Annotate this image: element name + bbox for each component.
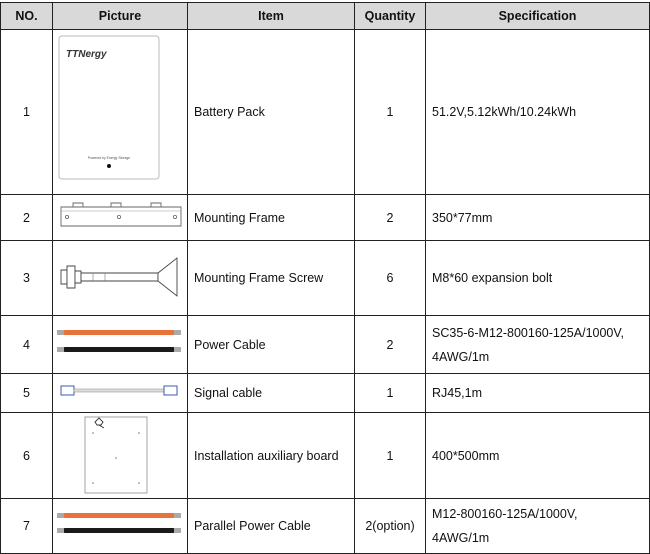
- table-row: [1, 30, 650, 195]
- row-item: Installation auxiliary board: [188, 413, 355, 499]
- row-no: 1: [1, 30, 53, 195]
- table-row: [1, 413, 650, 499]
- row-no: 6: [1, 413, 53, 499]
- row-qty: 1: [355, 30, 426, 195]
- power-cable-picture: [53, 316, 188, 374]
- auxiliary-board-image: [53, 413, 186, 495]
- header-specification: Specification: [426, 3, 650, 30]
- row-qty: 2: [355, 195, 426, 241]
- row-qty: 2: [355, 316, 426, 374]
- row-qty: 6: [355, 241, 426, 316]
- row-no: 5: [1, 374, 53, 413]
- spec-line-2: 4AWG/1m: [432, 531, 490, 545]
- signal-cable-image: [53, 374, 186, 409]
- row-spec: 51.2V,5.12kWh/10.24kWh: [426, 30, 650, 195]
- spec-line-2: 4AWG/1m: [432, 349, 490, 364]
- row-no: 4: [1, 316, 53, 374]
- row-item: Parallel Power Cable: [188, 499, 355, 554]
- row-item: Signal cable: [188, 374, 355, 413]
- row-qty: 1: [355, 413, 426, 499]
- mounting-frame-picture: [53, 195, 188, 241]
- battery-pack-image: [53, 30, 186, 191]
- table-row: [1, 241, 650, 316]
- header-item: Item: [188, 3, 355, 30]
- header-no: NO.: [1, 3, 53, 30]
- ttnergy-logo: TTNergy: [66, 49, 107, 60]
- row-item: Battery Pack: [188, 30, 355, 195]
- signal-cable-picture: [53, 374, 188, 413]
- row-no: 3: [1, 241, 53, 316]
- row-spec: [426, 499, 650, 554]
- spec-line-1: M12-800160-125A/1000V,: [432, 507, 578, 521]
- table-row: [1, 195, 650, 241]
- row-spec: 400*500mm: [426, 413, 650, 499]
- row-item: Mounting Frame Screw: [188, 241, 355, 316]
- row-spec: M8*60 expansion bolt: [426, 241, 650, 316]
- row-spec: 350*77mm: [426, 195, 650, 241]
- battery-pack-picture: [53, 30, 188, 195]
- panel-caption: Powered by Energy Storage: [87, 156, 131, 160]
- table-row: [1, 374, 650, 413]
- row-item: Mounting Frame: [188, 195, 355, 241]
- mounting-frame-screw-picture: [53, 241, 188, 316]
- row-qty: 1: [355, 374, 426, 413]
- table-row: [1, 316, 650, 374]
- auxiliary-board-picture: [53, 413, 188, 499]
- mounting-frame-image: [53, 195, 186, 237]
- row-item: Power Cable: [188, 316, 355, 374]
- row-qty: 2(option): [355, 499, 426, 554]
- row-spec: RJ45,1m: [426, 374, 650, 413]
- row-no: 7: [1, 499, 53, 554]
- header-picture: Picture: [53, 3, 188, 30]
- power-cable-image: [53, 316, 186, 370]
- spec-line-1: SC35-6-M12-800160-125A/1000V,: [432, 325, 625, 340]
- header-row: [1, 3, 650, 30]
- packing-list-table: [0, 2, 650, 554]
- parallel-power-cable-image: [53, 499, 186, 550]
- expansion-bolt-image: [53, 241, 186, 312]
- table-row: [1, 499, 650, 554]
- row-spec: [426, 316, 650, 374]
- parallel-power-cable-picture: [53, 499, 188, 554]
- header-quantity: Quantity: [355, 3, 426, 30]
- row-no: 2: [1, 195, 53, 241]
